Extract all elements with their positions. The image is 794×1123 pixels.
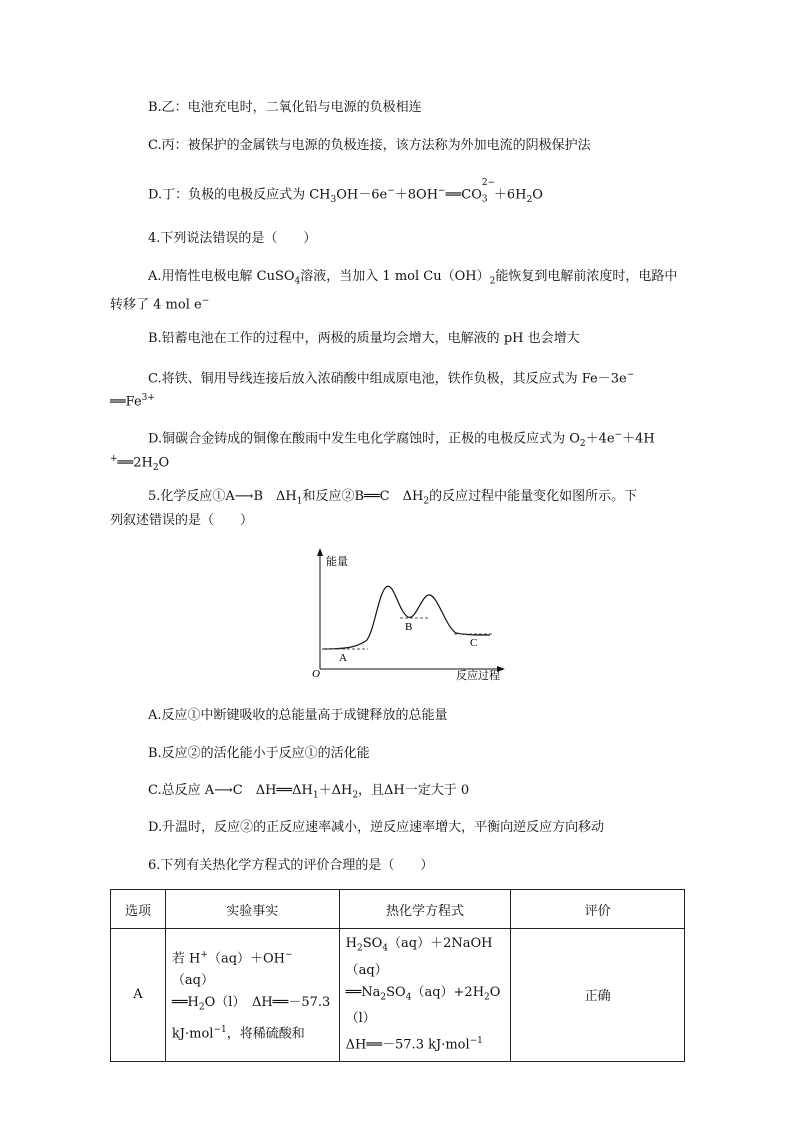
x-axis-label: 反应过程 [456,670,500,682]
point-a-label: A [339,652,347,664]
header-option: 选项 [111,890,166,929]
y-axis-arrow-icon [317,548,323,556]
origin-label: O [312,668,320,680]
q4-stem: 4.下列说法错误的是（ ） [148,231,317,246]
q3-option-d: D.丁：负极的电极反应式为 $CH_3OH-6e^-+8OH^-══CO$ 2− $_3 +6H_2O$ [148,178,543,205]
row-a-evaluation: 正确 [511,929,685,1062]
row-a-option: A [111,929,166,1062]
q5-option-d: D.升温时，反应②的正反应速率减小，逆反应速率增大，平衡向逆反应方向移动 [148,820,605,835]
q4-option-a-line2: 转移了 4 mol e− [110,296,210,313]
header-equation: 热化学方程式 [339,890,511,929]
point-b-label: B [405,621,413,633]
q4-option-c-line1: C.将铁、铜用导线连接后放入浓硝酸中组成原电池，铁作负极，其反应式为 Fe－3e− [148,370,635,387]
table-header-row [111,890,685,929]
table-row [111,929,685,1062]
q4-option-b: B.铅蓄电池在工作的过程中，两极的质量均会增大，电解液的 pH 也会增大 [148,331,580,346]
point-c-label: C [470,637,478,649]
energy-diagram [308,545,514,683]
q3-option-b: B.乙：电池充电时，二氧化铅与电源的负极相连 [148,100,422,115]
evaluation-table [110,889,685,1062]
q4-option-d-line1: D.铜碳合金铸成的铜像在酸雨中发生电化学腐蚀时，正极的电极反应式为 $O_2+4e^-+4H$ [148,430,655,449]
q5-option-a: A.反应①中断键吸收的总能量高于成键释放的总能量 [148,708,448,723]
q4-option-d-line2: $^+══2H_2O$ [110,454,170,473]
q5-option-b: B.反应②的活化能小于反应①的活化能 [148,746,370,761]
q5-stem-line2: 列叙述错误的是（ ） [110,513,254,528]
q3-option-c: C.丙：被保护的金属铁与电源的负极连接，该方法称为外加电流的阴极保护法 [148,138,591,153]
q4-option-c-line2: $══Fe^{3+}$ [110,393,155,410]
row-a-fact: 若 H+（aq）＋OH−（aq） $══H_2O(l)$ ΔH══－57.3 kJ·mol$^{-1}$，将稀硫酸和 [165,929,339,1062]
header-fact: 实验事实 [165,890,339,929]
header-evaluation: 评价 [511,890,685,929]
q5-stem-line1: 5.化学反应①A⟶B $\Delta H_1$和反应②B══C $\Delta H_2$的反应过程中能量变化如图所示。下 [148,489,638,507]
y-axis-label: 能量 [326,556,348,568]
q6-stem: 6.下列有关热化学方程式的评价合理的是（ ） [148,858,434,873]
q4-option-a-line1: A.用惰性电极电解 CuSO$_4$溶液，当加入 1 mol $Cu(OH)_2$能恢复到电解前浓度时，电路中 [148,269,678,287]
q5-option-c: C.总反应 A⟶C $\Delta H══\Delta H_1+\Delta H_2$，且ΔH一定大于 0 [148,783,470,801]
row-a-equation: $H_2SO_4(aq)+2NaOH(aq)$ $══Na_2SO_4(aq)+2H_2O(l)$ ΔH══－57.3 kJ·mol$^{-1}$ [339,929,511,1062]
